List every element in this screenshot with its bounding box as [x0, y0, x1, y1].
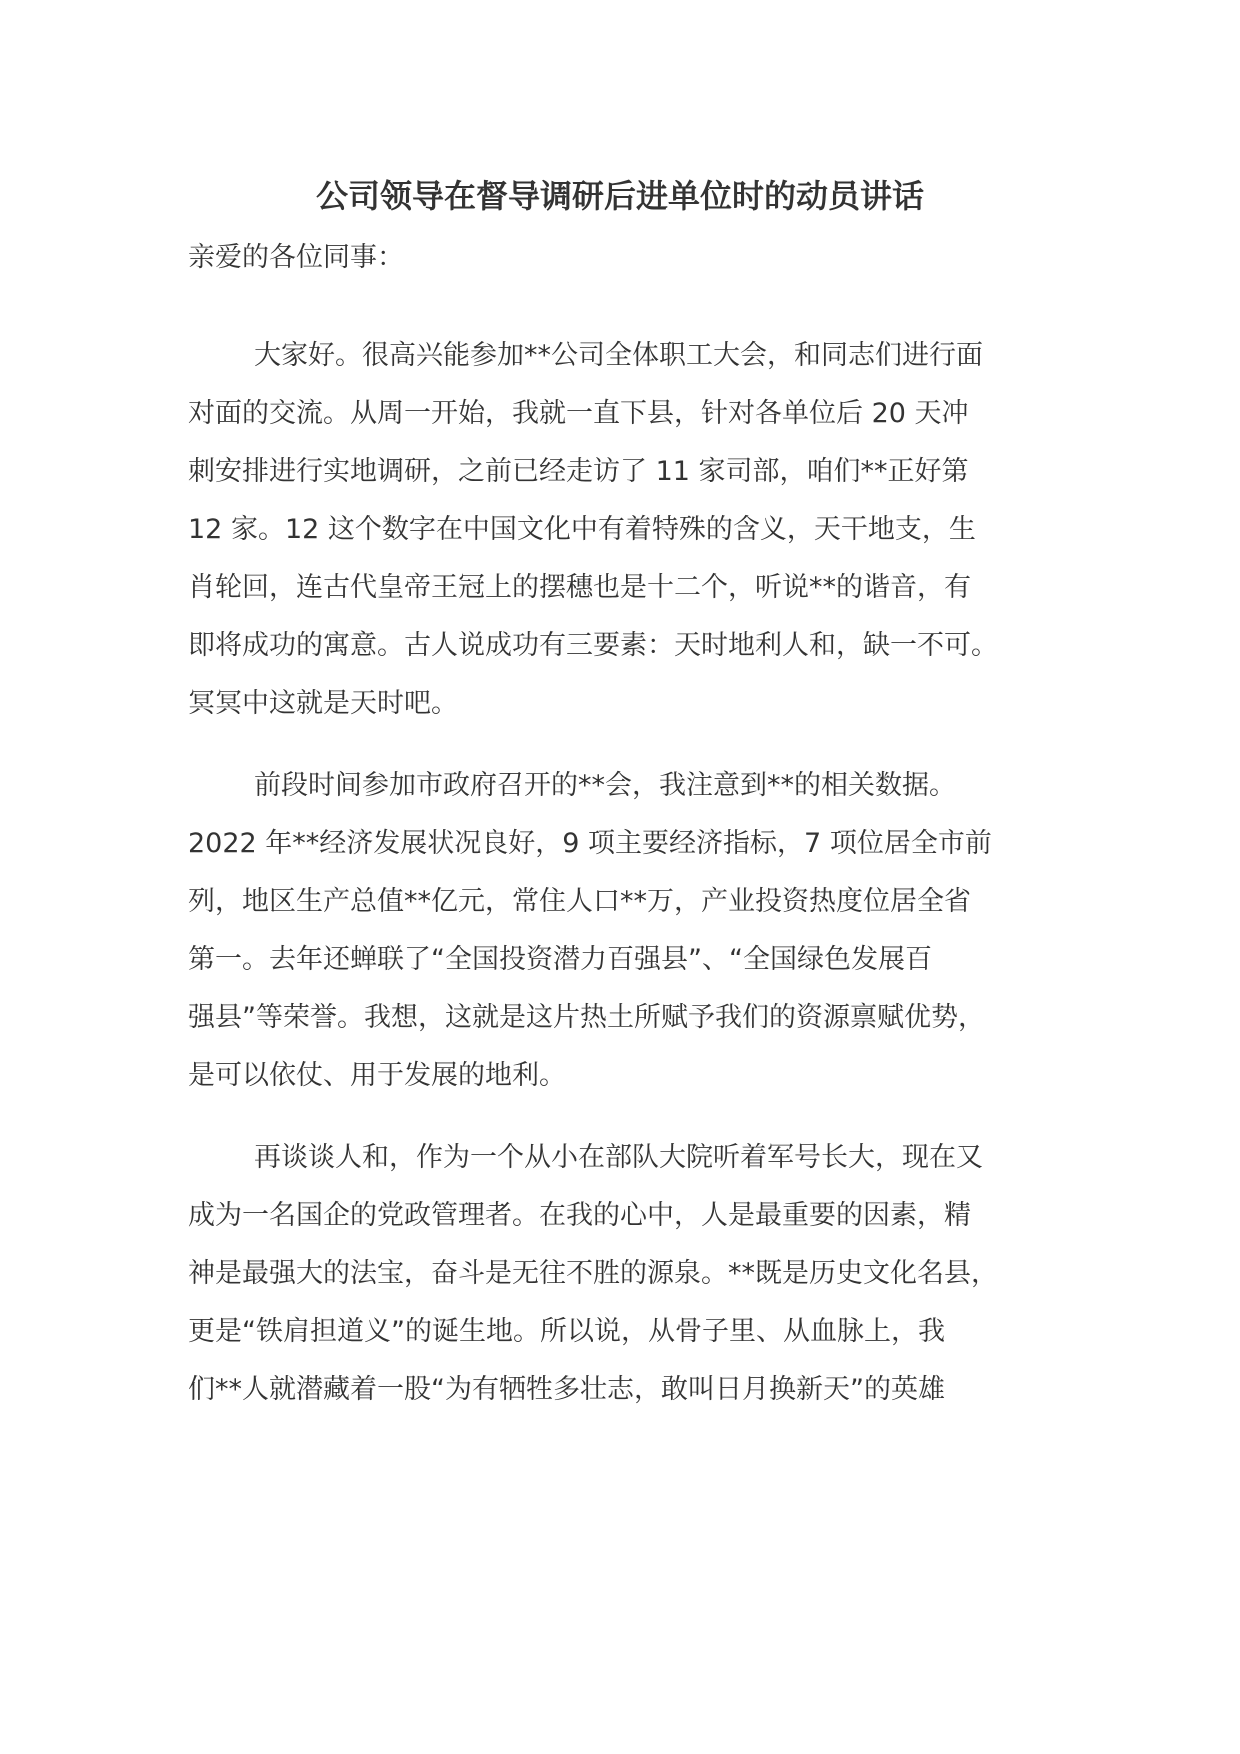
document-title: 公司领导在督导调研后进单位时的动员讲话 — [315, 177, 924, 215]
paragraph-2-line-2: 2022 年**经济发展状况良好，9 项主要经济指标，7 项位居全市前 — [188, 828, 992, 859]
paragraph-1-line-6: 即将成功的寓意。古人说成功有三要素：天时地利人和，缺一不可。 — [188, 630, 998, 661]
paragraph-2-line-1: 前段时间参加市政府召开的**会，我注意到**的相关数据。 — [254, 770, 956, 801]
paragraph-1-line-7: 冥冥中这就是天时吧。 — [188, 688, 458, 719]
paragraph-3-line-2: 成为一名国企的党政管理者。在我的心中，人是最重要的因素，精 — [188, 1200, 971, 1231]
paragraph-1-line-2: 对面的交流。从周一开始，我就一直下县，针对各单位后 20 天冲 — [188, 398, 969, 429]
paragraph-3-line-5: 们**人就潜藏着一股“为有牺牲多壮志，敢叫日月换新天”的英雄 — [188, 1374, 945, 1405]
paragraph-2-line-4: 第一。去年还蝉联了“全国投资潜力百强县”、“全国绿色发展百 — [188, 944, 932, 975]
paragraph-1-line-5: 肖轮回，连古代皇帝王冠上的摆穗也是十二个，听说**的谐音，有 — [188, 572, 971, 603]
paragraph-1-line-3: 刺安排进行实地调研，之前已经走访了 11 家司部，咱们**正好第 — [188, 456, 969, 487]
paragraph-2-line-3: 列，地区生产总值**亿元，常住人口**万，产业投资热度位居全省 — [188, 886, 971, 917]
paragraph-1-line-4: 12 家。12 这个数字在中国文化中有着特殊的含义，天干地支，生 — [188, 514, 976, 545]
paragraph-3-line-1: 再谈谈人和，作为一个从小在部队大院听着军号长大，现在又 — [254, 1142, 983, 1173]
paragraph-3-line-3: 神是最强大的法宝，奋斗是无往不胜的源泉。**既是历史文化名县， — [188, 1258, 998, 1289]
paragraph-3-line-4: 更是“铁肩担道义”的诞生地。所以说，从骨子里、从血脉上，我 — [188, 1316, 945, 1347]
paragraph-1-line-1: 大家好。很高兴能参加**公司全体职工大会，和同志们进行面 — [254, 340, 983, 371]
salutation: 亲爱的各位同事： — [188, 242, 404, 273]
paragraph-2-line-6: 是可以依仗、用于发展的地利。 — [188, 1060, 566, 1091]
paragraph-2-line-5: 强县”等荣誉。我想，这就是这片热土所赋予我们的资源禀赋优势， — [188, 1002, 985, 1033]
